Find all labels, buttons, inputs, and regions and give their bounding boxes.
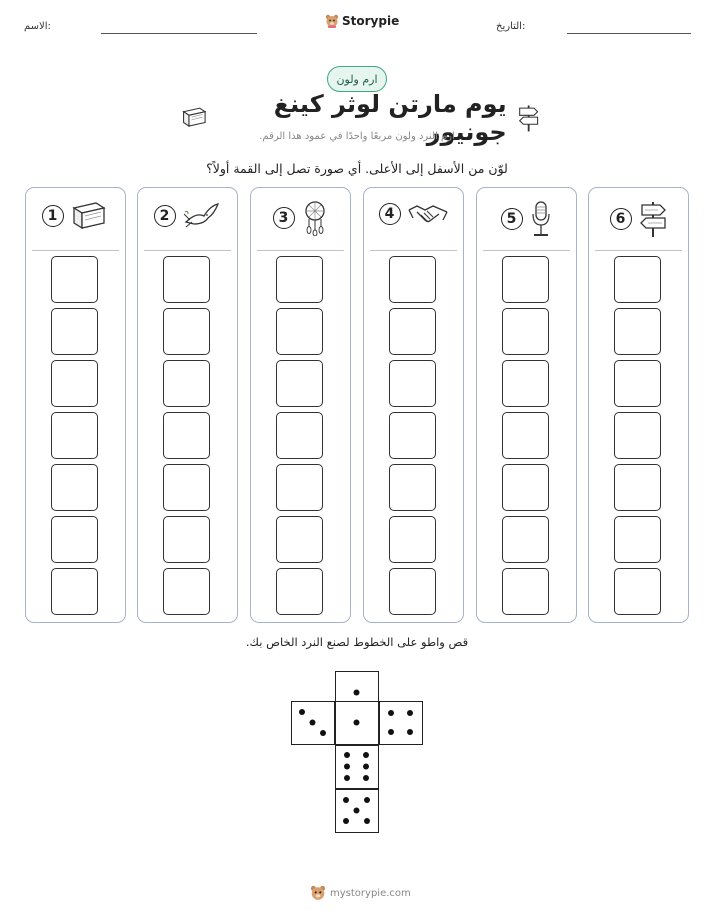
die-face-3 [291,701,335,745]
signpost-icon [517,102,540,134]
name-line[interactable] [101,33,257,34]
column-header [477,200,576,238]
color-cell[interactable] [51,516,98,563]
die-face-5 [335,789,379,833]
color-cell[interactable] [389,464,436,511]
book-icon [70,200,110,232]
color-cell[interactable] [389,568,436,615]
color-cell[interactable] [163,516,210,563]
activity-badge: ارم ولون [327,66,387,92]
column-4 [363,187,464,623]
color-cell[interactable] [502,360,549,407]
handshake-icon [407,200,449,228]
column-header [251,200,350,236]
column-header [138,200,237,232]
dreamcatcher-icon [301,200,329,236]
column-number: 2 [154,205,176,227]
die-face-6 [335,745,379,789]
footer-url[interactable]: mystorypie.com [330,887,411,899]
column-number: 5 [501,208,523,230]
color-cell[interactable] [389,256,436,303]
color-cell[interactable] [51,256,98,303]
column-2 [137,187,238,623]
color-cell[interactable] [389,308,436,355]
color-cell[interactable] [502,256,549,303]
bear-icon [325,14,339,28]
color-cell[interactable] [163,464,210,511]
bear-icon [310,885,326,901]
color-cell[interactable] [51,412,98,459]
column-6 [588,187,689,623]
dove-icon [182,200,222,232]
color-cell[interactable] [51,308,98,355]
color-cell[interactable] [502,412,549,459]
date-line[interactable] [567,33,691,34]
color-cell[interactable] [51,464,98,511]
signpost-icon [638,200,668,238]
color-cell[interactable] [614,464,661,511]
color-cell[interactable] [276,568,323,615]
page-title: يوم مارتن لوثر كينغ جونيور [273,90,507,146]
color-cell[interactable] [389,516,436,563]
color-cell[interactable] [276,464,323,511]
brand-name: Storypie [342,14,400,28]
column-number: 4 [379,203,401,225]
column-header [364,200,463,228]
color-cell[interactable] [614,516,661,563]
color-cell[interactable] [389,360,436,407]
color-cell[interactable] [502,568,549,615]
cut-instruction: قص واطو على الخطوط لصنع النرد الخاص بك. [245,635,469,649]
book-icon [180,105,209,131]
color-cell[interactable] [614,568,661,615]
instruction: لوّن من الأسفل إلى الأعلى. أي صورة تصل إلى القمة أولاً؟ [206,161,508,176]
color-cell[interactable] [163,568,210,615]
color-cell[interactable] [614,412,661,459]
date-label: التاريخ: [496,21,526,32]
color-cell[interactable] [163,308,210,355]
column-1 [25,187,126,623]
color-cell[interactable] [614,308,661,355]
column-header [26,200,125,232]
footer [310,885,411,901]
column-header [589,200,688,238]
color-cell[interactable] [276,412,323,459]
color-cell[interactable] [614,360,661,407]
name-label: الاسم: [24,21,51,32]
column-number: 6 [610,208,632,230]
color-cell[interactable] [614,256,661,303]
color-cell[interactable] [163,412,210,459]
color-cell[interactable] [502,516,549,563]
color-cell[interactable] [276,516,323,563]
column-5 [476,187,577,623]
column-number: 3 [273,207,295,229]
column-3 [250,187,351,623]
color-cell[interactable] [51,568,98,615]
color-cell[interactable] [163,360,210,407]
color-cell[interactable] [276,360,323,407]
color-cell[interactable] [276,308,323,355]
color-cell[interactable] [51,360,98,407]
color-cell[interactable] [276,256,323,303]
color-cell[interactable] [163,256,210,303]
color-cell[interactable] [502,464,549,511]
color-cell[interactable] [502,308,549,355]
storypie-logo [325,14,399,28]
subtitle: ارم النرد ولون مربعًا واحدًا في عمود هذا الرقم. [259,131,455,142]
color-cell[interactable] [389,412,436,459]
column-number: 1 [42,205,64,227]
die-face-1 [335,701,379,745]
die-face-4 [379,701,423,745]
microphone-icon [529,200,553,238]
